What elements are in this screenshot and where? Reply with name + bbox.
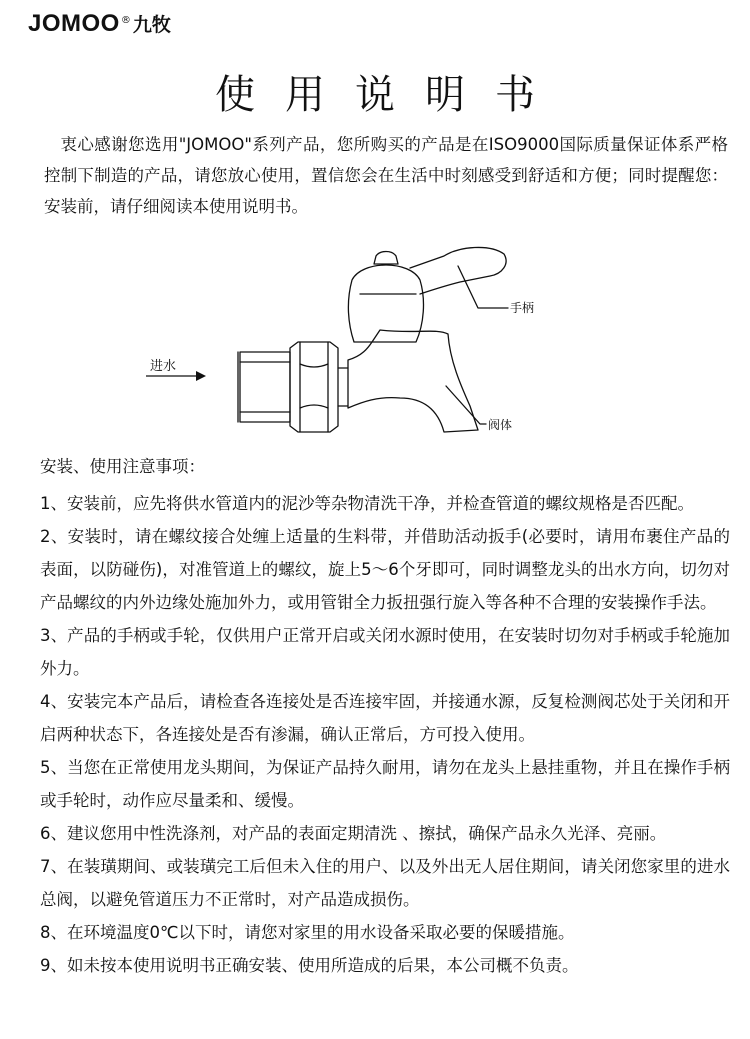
instruction-item: 7、在装璜期间、或装璜完工后但未入住的用户、以及外出无人居住期间，请关闭您家里的进水总阀，以避免管道压力不正常时，对产品造成损伤。: [40, 857, 730, 909]
brand-name-cn: 九牧: [132, 14, 171, 36]
handle-label: 手柄: [510, 301, 535, 315]
instruction-item: 6、建议您用中性洗涤剂，对产品的表面定期清洗 、擦拭，确保产品永久光泽、亮丽。: [40, 824, 667, 843]
document-title: 使用说明书: [215, 71, 565, 118]
inlet-label: 进水: [150, 359, 177, 374]
instruction-item: 4、安装完本产品后，请检查各连接处是否连接牢固，并接通水源，反复检测阀芯处于关闭和开启两种状态下，各连接处是否有渗漏，确认正常后，方可投入使用。: [40, 692, 730, 744]
faucet-diagram: [140, 238, 580, 453]
brand-name-en: JOMOO: [28, 10, 120, 37]
instruction-item: 8、在环境温度0℃以下时，请您对家里的用水设备采取必要的保暖措施。: [40, 923, 575, 942]
hex-nut-illustration: [290, 342, 348, 432]
intro-paragraph: 衷心感谢您选用"JOMOO"系列产品，您所购买的产品是在ISO9000国际质量保证体系严格控制下制造的产品，请您放心使用，置信您会在生活中时刻感受到舒适和方便；同时提醒您：安装前，请仔细阅读本使用说明书。: [44, 134, 728, 216]
valve-leader-line: [446, 386, 486, 424]
instruction-item: 5、当您在正常使用龙头期间，为保证产品持久耐用，请勿在龙头上悬挂重物，并且在操作手柄或手轮时，动作应尽量柔和、缓慢。: [40, 758, 730, 810]
lever-handle-illustration: [410, 247, 506, 294]
valve-body-label: 阀体: [488, 418, 513, 432]
brand-logo: [28, 10, 171, 38]
instruction-item: 1、安装前，应先将供水管道内的泥沙等杂物清洗干净，并检查管道的螺纹规格是否匹配。: [40, 494, 694, 513]
instructions-heading: 安装、使用注意事项：: [40, 457, 205, 476]
registered-mark: ®: [120, 15, 131, 26]
instruction-item: 3、产品的手柄或手轮，仅供用户正常开启或关闭水源时使用，在安装时切勿对手柄或手轮施加外力。: [40, 626, 730, 678]
instructions-section: [40, 455, 730, 982]
spout-body-illustration: [348, 330, 478, 432]
inlet-pipe-illustration: [238, 352, 290, 422]
instruction-item: 2、安装时，请在螺纹接合处缠上适量的生料带，并借助活动扳手(必要时，请用布裹住产品的表面，以防碰伤)，对准管道上的螺纹，旋上5～6个牙即可，同时调整龙头的出水方向，切勿对产品螺纹的内外边缘处施加外力，或用管钳全力扳扭强行旋入等各种不合理的安装操作手法。: [40, 527, 730, 612]
instruction-item: 9、如未按本使用说明书正确安装、使用所造成的后果，本公司概不负责。: [40, 956, 579, 975]
